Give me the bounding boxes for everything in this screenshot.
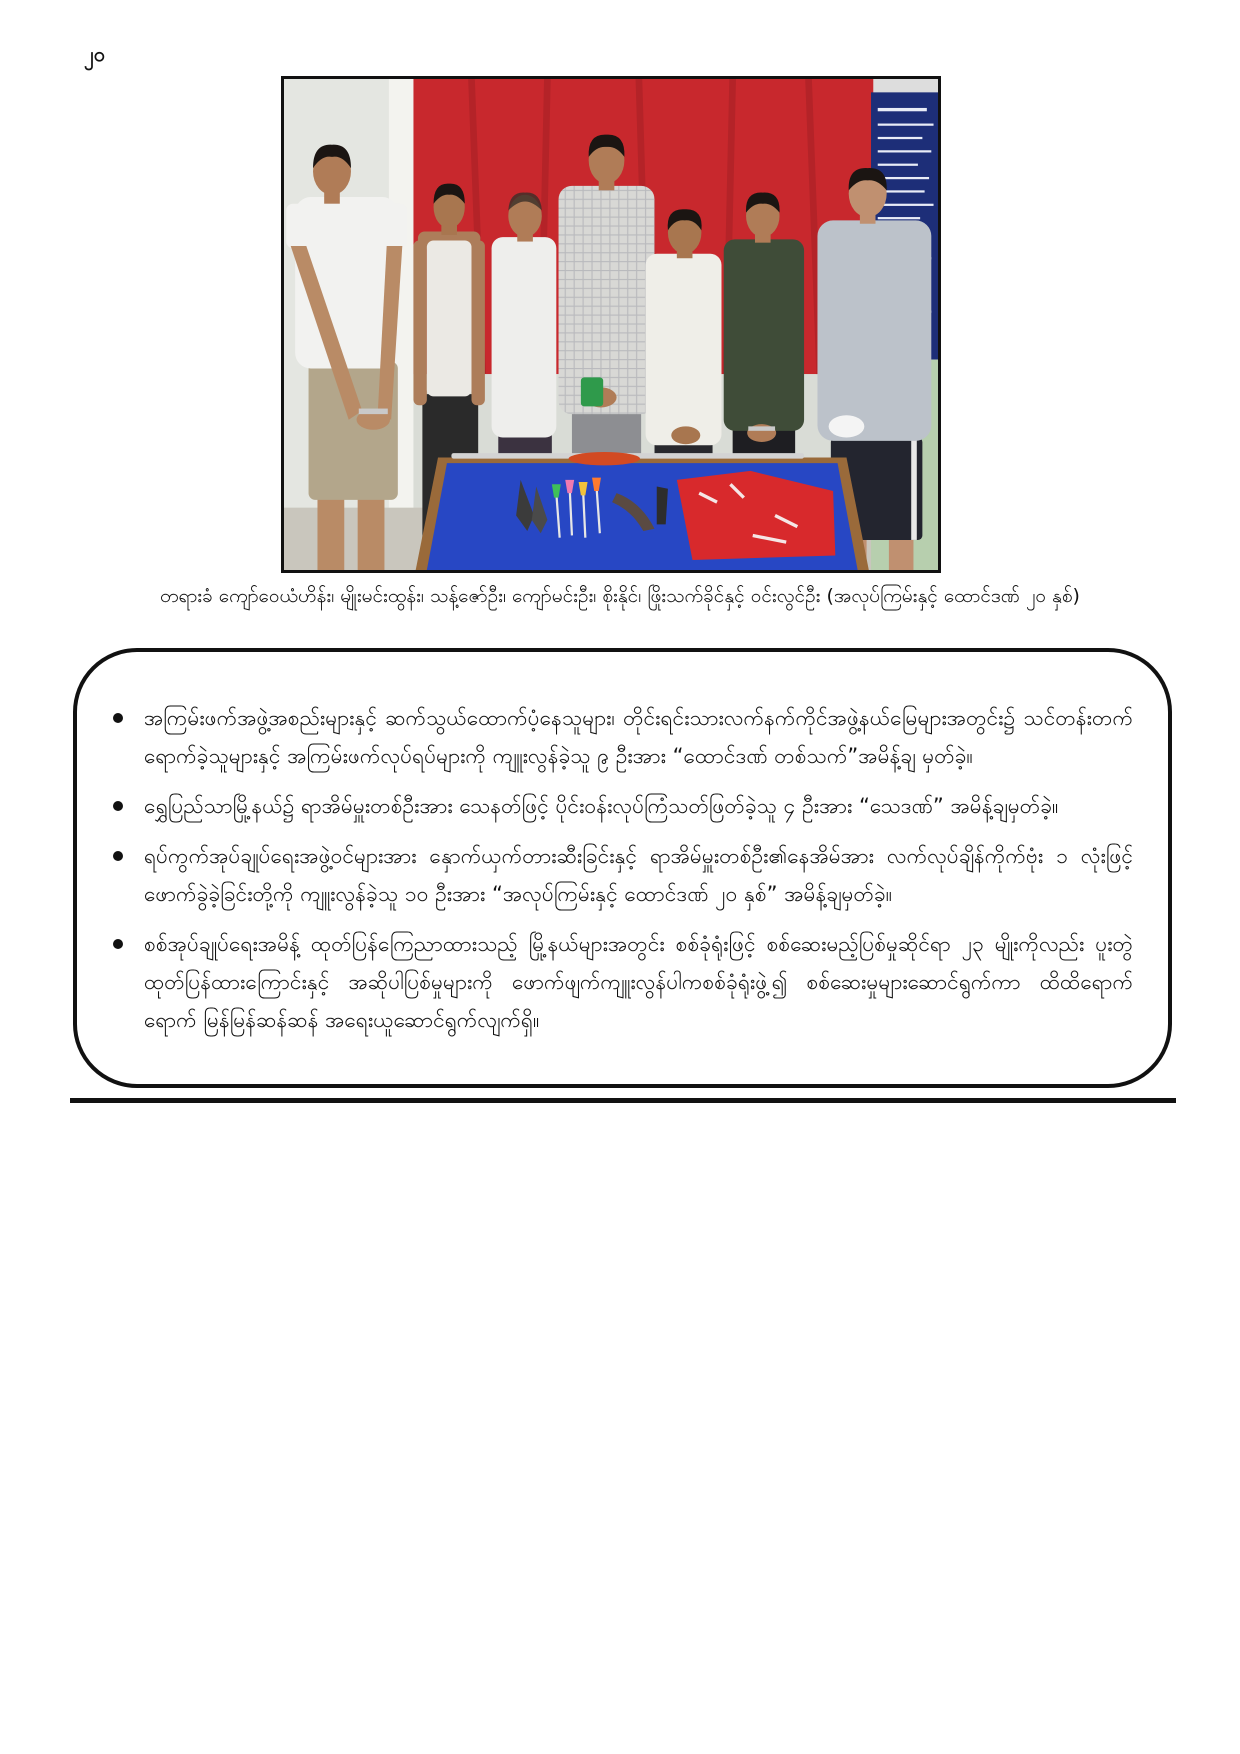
handcuff-icon bbox=[748, 426, 775, 430]
summary-bullet bbox=[77, 837, 1133, 913]
shorts-stripe bbox=[911, 438, 917, 540]
summary-bullet-text: အကြမ်းဖက်အဖွဲ့အစည်းများနှင့် ဆက်သွယ်ထောက်ပံ့နေသူများ၊ တိုင်းရင်းသားလက်နက်ကိုင်အဖွဲ့နယ်မြေများအတွင်း၌ သင်တန်းတက်ရောက်ခဲ့သူများနှင့် အကြမ်းဖက်လုပ်ရပ်များကို ကျူးလွန်ခဲ့သူ ၉ ဦးအား “ထောင်ဒဏ် တစ်သက်”အမိန့်ချ မှတ်ခဲ့။ bbox=[144, 706, 1133, 768]
person-shirt bbox=[646, 254, 722, 446]
summary-bullet-text: စစ်အုပ်ချုပ်ရေးအမိန့် ထုတ်ပြန်ကြေညာထားသည့် မြို့နယ်များအတွင်း စစ်ခုံရုံးဖြင့် စစ်ဆေးမည့်ပြစ်မှုဆိုင်ရာ ၂၃ မျိုးကိုလည်း ပူးတွဲထုတ်ပြန်ထားကြောင်းနှင့် အဆိုပါပြစ်မှုများကို ဖောက်ဖျက်ကျူးလွန်ပါကစစ်ခုံရုံးဖွဲ့၍ စစ်ဆေးမှုများဆောင်ရွက်ကာ ထိထိရောက်ရောက် မြန်မြန်ဆန်ဆန် အရေးယူဆောင်ရွက်လျက်ရှိ။ bbox=[144, 932, 1133, 1032]
person-legs bbox=[889, 538, 914, 570]
summary-bullet-text: ရွှေပြည်သာမြို့နယ်၌ ရာအိမ်မှူးတစ်ဦးအား သေနတ်ဖြင့် ပိုင်းဝန်းလုပ်ကြံသတ်ဖြတ်ခဲ့သူ ၄ ဦးအား “သေဒဏ်” အမိန့်ချမှတ်ခဲ့။ bbox=[144, 794, 1059, 818]
photo-caption: တရားခံ ကျော်ဝေယံဟိန်း၊ မျိုးမင်းထွန်း၊ သန့်ဇော်ဦး၊ ကျော်မင်းဦး၊ စိုးနိုင်၊ ဖြိုးသက်ခိုင်နှင့် ဝင်းလွင်ဦး (အလုပ်ကြမ်းနှင့် ထောင်ဒဏ် ၂၀ နှစ်) bbox=[160, 585, 1080, 607]
person-shirt bbox=[724, 239, 804, 431]
summary-bullet bbox=[77, 925, 1133, 1039]
person-arm bbox=[471, 240, 484, 405]
summary-bullet bbox=[77, 787, 1133, 825]
bullet-dot-icon bbox=[113, 801, 123, 811]
person-hands bbox=[671, 426, 700, 444]
section-divider bbox=[70, 1098, 1176, 1103]
rope-bundle bbox=[569, 452, 640, 465]
page-number: ၂၀ bbox=[84, 42, 106, 66]
person-arm bbox=[413, 240, 426, 405]
person-shirt bbox=[492, 237, 557, 437]
bullet-dot-icon bbox=[113, 713, 123, 723]
handcuff-icon bbox=[359, 409, 388, 415]
person-sleeve bbox=[286, 204, 308, 249]
person-shirt bbox=[559, 186, 655, 414]
summary-box bbox=[73, 648, 1172, 1088]
green-cloth bbox=[581, 377, 603, 406]
summary-bullet bbox=[77, 699, 1133, 775]
news-photo bbox=[281, 76, 941, 573]
person-sleeve bbox=[384, 204, 406, 249]
person-shirt bbox=[817, 220, 931, 440]
news-photo-image bbox=[284, 79, 938, 570]
person-legs bbox=[317, 498, 344, 570]
summary-bullet-text: ရပ်ကွက်အုပ်ချုပ်ရေးအဖွဲ့ဝင်များအား နှောက်ယှက်တားဆီးခြင်းနှင့် ရာအိမ်မှူးတစ်ဦး၏နေအိမ်အား လက်လုပ်ချိန်ကိုက်ဗုံး ၁ လုံးဖြင့် ဖောက်ခွဲခဲ့ခြင်းတို့ကို ကျူးလွန်ခဲ့သူ ၁၀ ဦးအား “အလုပ်ကြမ်းနှင့် ထောင်ဒဏ် ၂၀ နှစ်” အမိန့်ချမှတ်ခဲ့။ bbox=[144, 844, 1133, 906]
person-legs bbox=[358, 498, 385, 570]
summary-bullet-list bbox=[77, 699, 1133, 1039]
bullet-dot-icon bbox=[113, 851, 123, 861]
bullet-dot-icon bbox=[113, 939, 123, 949]
person-tank-top bbox=[427, 240, 472, 396]
bandaged-hands bbox=[829, 415, 865, 437]
summary-section bbox=[70, 648, 1176, 1103]
